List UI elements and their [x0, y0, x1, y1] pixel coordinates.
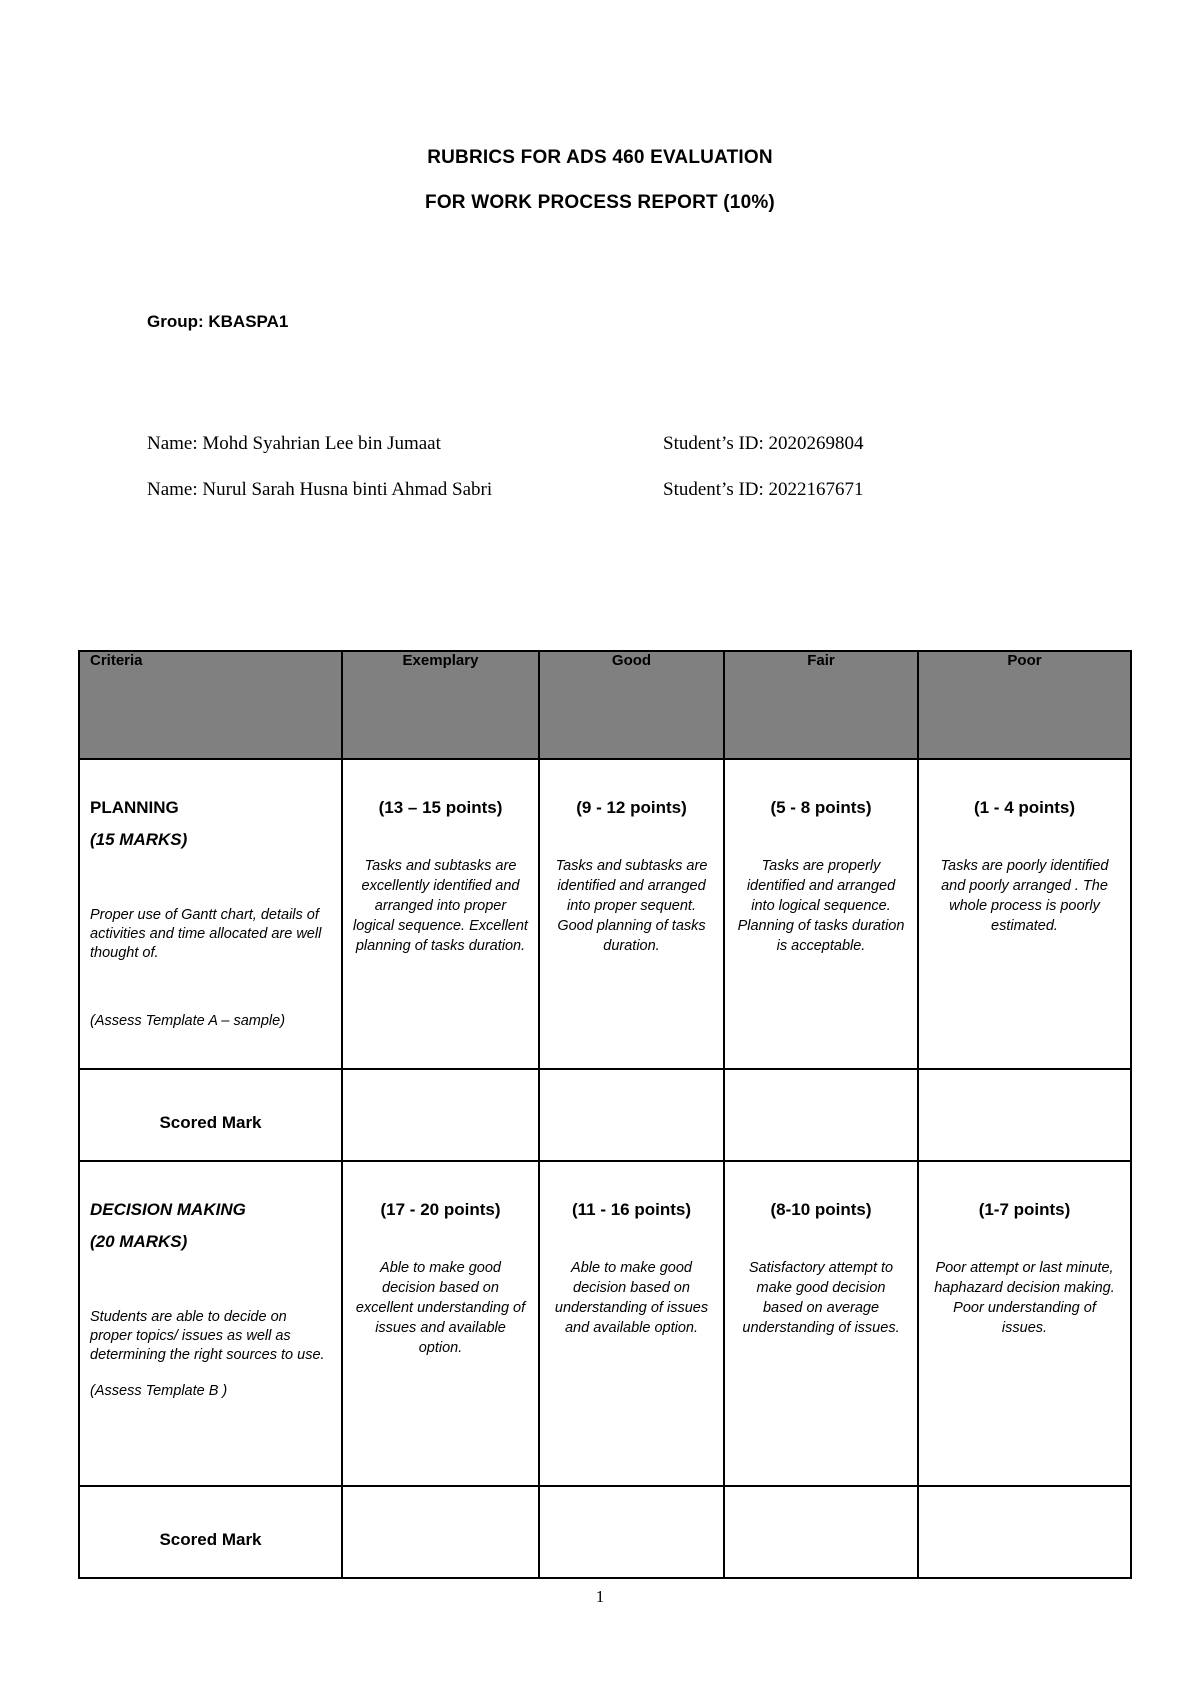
scored-mark-cell[interactable]	[918, 1486, 1131, 1578]
document-subtitle: FOR WORK PROCESS REPORT (10%)	[425, 192, 775, 213]
level-points: (17 - 20 points)	[380, 1200, 501, 1219]
criteria-description: Students are able to decide on proper topics/ issues as well as determining the right sources to use.	[90, 1309, 325, 1363]
level-description: Tasks are poorly identified and poorly arranged . The whole process is poorly estimated.	[940, 858, 1109, 934]
level-description: Able to make good decision based on excellent understanding of issues and available option.	[355, 1260, 526, 1356]
level-cell-fair	[724, 1161, 918, 1486]
scored-mark-cell[interactable]	[724, 1069, 918, 1161]
level-description: Able to make good decision based on understanding of issues and available option.	[554, 1260, 709, 1336]
level-points: (13 – 15 points)	[378, 798, 503, 817]
header-exemplary: Exemplary	[342, 651, 539, 759]
scored-mark-cell[interactable]	[539, 1069, 724, 1161]
level-description: Tasks are properly identified and arranged into logical sequence. Planning of tasks duration is acceptable.	[737, 858, 905, 954]
scored-mark-cell[interactable]	[342, 1486, 539, 1578]
header-fair: Fair	[724, 651, 918, 759]
scored-mark-label: Scored Mark	[79, 1069, 342, 1161]
criteria-title: PLANNING	[90, 798, 179, 817]
student-id-2: Student’s ID: 2022167671	[663, 479, 864, 500]
scored-mark-row-decision-making	[79, 1486, 1131, 1578]
table-row-planning	[79, 759, 1131, 1069]
level-points: (11 - 16 points)	[571, 1200, 692, 1219]
scored-mark-cell[interactable]	[724, 1486, 918, 1578]
header-poor: Poor	[918, 651, 1131, 759]
level-cell-exemplary	[342, 1161, 539, 1486]
student-id-1: Student’s ID: 2020269804	[663, 433, 864, 454]
level-cell-good	[539, 1161, 724, 1486]
level-points: (1-7 points)	[978, 1200, 1071, 1219]
level-points: (9 - 12 points)	[576, 798, 687, 817]
level-description: Tasks and subtasks are identified and arranged into proper sequent. Good planning of tasks duration.	[555, 858, 708, 954]
level-cell-good	[539, 759, 724, 1069]
criteria-description: Proper use of Gantt chart, details of activities and time allocated are well thought of.	[90, 907, 322, 961]
table-row-decision-making	[79, 1161, 1131, 1486]
scored-mark-row-planning	[79, 1069, 1131, 1161]
level-cell-poor	[918, 759, 1131, 1069]
header-good: Good	[539, 651, 724, 759]
header-criteria: Criteria	[79, 651, 342, 759]
document-title: RUBRICS FOR ADS 460 EVALUATION	[427, 147, 773, 168]
scored-mark-cell[interactable]	[918, 1069, 1131, 1161]
level-description: Satisfactory attempt to make good decision based on average understanding of issues.	[742, 1260, 900, 1336]
criteria-title: DECISION MAKING	[90, 1200, 246, 1219]
page-number: 1	[595, 1587, 605, 1606]
table-header-row	[79, 651, 1131, 759]
level-cell-exemplary	[342, 759, 539, 1069]
level-description: Tasks and subtasks are excellently identified and arranged into proper logical sequence. Excellent planning of tasks duration.	[353, 858, 528, 954]
scored-mark-label: Scored Mark	[79, 1486, 342, 1578]
level-description: Poor attempt or last minute, haphazard decision making. Poor understanding of issues.	[934, 1260, 1115, 1336]
criteria-marks: (15 MARKS)	[90, 830, 188, 849]
level-points: (1 - 4 points)	[973, 798, 1076, 817]
criteria-cell-planning	[79, 759, 342, 1069]
criteria-cell-decision-making	[79, 1161, 342, 1486]
criteria-assess: (Assess Template B )	[90, 1383, 228, 1399]
rubric-table	[78, 650, 1132, 1579]
level-points: (5 - 8 points)	[770, 798, 872, 817]
student-name-1: Name: Mohd Syahrian Lee bin Jumaat	[147, 433, 441, 454]
student-name-2: Name: Nurul Sarah Husna binti Ahmad Sabri	[147, 479, 493, 500]
scored-mark-cell[interactable]	[342, 1069, 539, 1161]
scored-mark-cell[interactable]	[539, 1486, 724, 1578]
criteria-marks: (20 MARKS)	[90, 1232, 188, 1251]
group-label: Group: KBASPA1	[147, 312, 289, 331]
criteria-assess: (Assess Template A – sample)	[90, 1013, 286, 1029]
level-cell-poor	[918, 1161, 1131, 1486]
level-cell-fair	[724, 759, 918, 1069]
level-points: (8-10 points)	[770, 1200, 872, 1219]
